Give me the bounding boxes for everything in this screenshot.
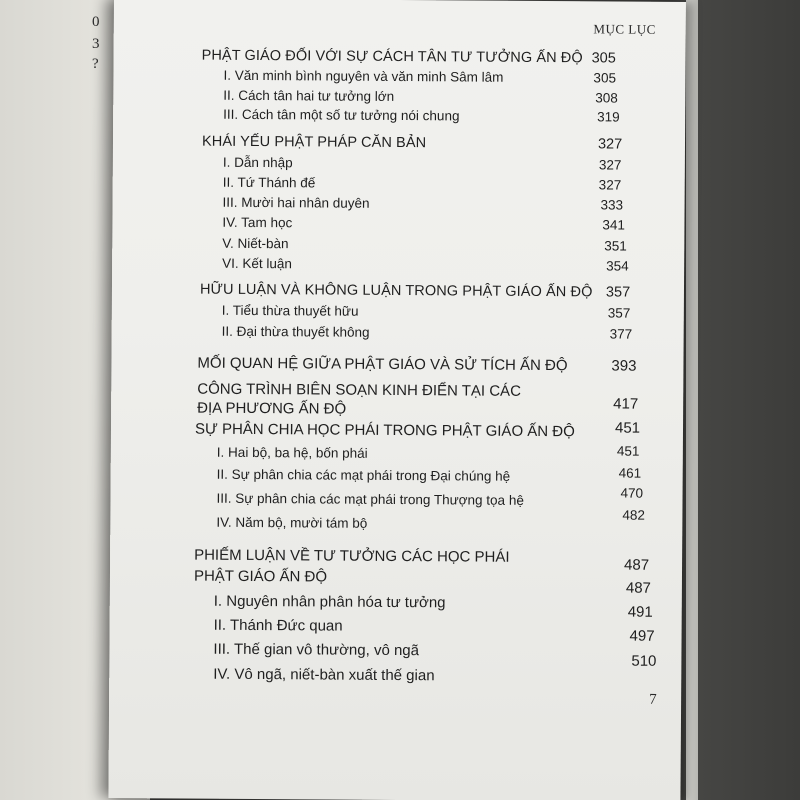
toc-entry-page: 487 bbox=[624, 556, 650, 574]
toc-entry-page: 327 bbox=[597, 136, 623, 153]
page-number: 7 bbox=[649, 691, 657, 708]
toc-entry-page: 470 bbox=[620, 485, 644, 501]
running-head: MỤC LỤC bbox=[593, 21, 656, 37]
toc-entry-page: 327 bbox=[598, 157, 622, 173]
toc-entry-title: V. Niết-bàn bbox=[222, 235, 289, 252]
toc-entry-title: HỮU LUẬN VÀ KHÔNG LUẬN TRONG PHẬT GIÁO ẤN ĐỘ bbox=[199, 281, 593, 301]
toc-section bbox=[111, 466, 683, 490]
toc-entry-title: II. Đại thừa thuyết không bbox=[221, 323, 370, 340]
table-of-contents-page bbox=[108, 0, 686, 800]
toc-section bbox=[110, 485, 682, 514]
toc-entry-title: I. Nguyên nhân phân hóa tư tưởng bbox=[213, 592, 446, 612]
toc-entry-page: 308 bbox=[595, 90, 618, 106]
toc-entry-title: II. Thánh Đức quan bbox=[213, 616, 343, 635]
left-page-fragment: 0 bbox=[92, 14, 100, 30]
toc-entry-title: I. Hai bộ, ba hệ, bốn phái bbox=[216, 444, 368, 461]
toc-section bbox=[109, 627, 681, 664]
toc-entry-page: 341 bbox=[602, 217, 626, 233]
toc-entry-title: III. Thế gian vô thường, vô ngã bbox=[213, 640, 420, 660]
toc-entry-title: III. Sự phân chia các mạt phái trong Thượng tọa hệ bbox=[216, 490, 524, 508]
toc-entry-title: IV. Vô ngã, niết-bàn xuất thế gian bbox=[213, 665, 435, 685]
toc-section bbox=[113, 106, 685, 130]
toc-chapter bbox=[111, 354, 683, 378]
toc-entry-page: 497 bbox=[629, 627, 655, 645]
toc-entry-page: 354 bbox=[606, 258, 629, 274]
toc-entry-title: IV. Năm bộ, mười tám bộ bbox=[216, 514, 368, 531]
toc-chapter bbox=[113, 133, 685, 157]
toc-entry-page: 461 bbox=[618, 465, 642, 481]
toc-section bbox=[112, 214, 684, 238]
toc-entry-title: CÔNG TRÌNH BIÊN SOẠN KINH ĐIỂN TẠI CÁC bbox=[197, 380, 522, 400]
toc-section bbox=[112, 323, 684, 347]
toc-entry-page: 319 bbox=[597, 109, 620, 125]
toc-entry-page: 482 bbox=[622, 507, 645, 523]
toc-entry-page: 351 bbox=[604, 238, 627, 254]
toc-chapter bbox=[112, 281, 684, 305]
toc-chapter bbox=[111, 420, 683, 444]
toc-entry-title: PHẬT GIÁO ẤN ĐỘ bbox=[193, 567, 328, 586]
page-stack-edge bbox=[686, 0, 698, 800]
toc-entry-title: PHIẾM LUẬN VỀ TƯ TƯỞNG CÁC HỌC PHÁI bbox=[194, 546, 510, 566]
toc-section bbox=[112, 302, 684, 326]
toc-entry-page: 417 bbox=[613, 395, 639, 413]
toc-entry-title: II. Cách tân hai tư tưởng lớn bbox=[223, 87, 395, 104]
toc-entry-page: 451 bbox=[616, 443, 640, 459]
toc-section bbox=[110, 603, 682, 640]
toc-entry-title: II. Tứ Thánh đế bbox=[222, 174, 316, 191]
toc-entry-title: MỐI QUAN HỆ GIỮA PHẬT GIÁO VÀ SỬ TÍCH ẤN ĐỘ bbox=[197, 354, 568, 375]
toc-entry-title: III. Cách tân một số tư tưởng nói chung bbox=[223, 106, 460, 124]
toc-entry-page: 510 bbox=[631, 652, 657, 670]
toc-entry-page: 305 bbox=[593, 70, 617, 86]
toc-entry-title: ĐỊA PHƯƠNG ẤN ĐỘ bbox=[197, 399, 347, 418]
toc-chapter bbox=[110, 546, 682, 570]
toc-entry-page: 357 bbox=[607, 305, 631, 321]
toc-entry-title: II. Sự phân chia các mạt phái trong Đại chúng hệ bbox=[216, 466, 511, 484]
left-page-fragment: 3 bbox=[92, 36, 100, 52]
toc-entry-title: PHẬT GIÁO ĐỐI VỚI SỰ CÁCH TÂN TƯ TƯỞNG ẤN ĐỘ bbox=[201, 47, 583, 67]
toc-entry-title: KHÁI YẾU PHẬT PHÁP CĂN BẢN bbox=[201, 133, 427, 152]
toc-entry-title: I. Dẫn nhập bbox=[222, 154, 293, 171]
left-page-fragment: ? bbox=[92, 56, 99, 72]
toc-section bbox=[110, 507, 682, 538]
toc-entry-page: 327 bbox=[598, 177, 622, 193]
toc-entry-page: 305 bbox=[591, 50, 616, 67]
toc-section bbox=[111, 444, 683, 468]
toc-section bbox=[109, 652, 681, 689]
toc-entry-title: VI. Kết luận bbox=[222, 255, 293, 272]
toc-entry-page: 377 bbox=[609, 326, 633, 342]
toc-entry-title: I. Tiểu thừa thuyết hữu bbox=[221, 302, 359, 319]
toc-entry-title: SỰ PHÂN CHIA HỌC PHÁI TRONG PHẬT GIÁO ẤN ĐỘ bbox=[194, 420, 575, 441]
toc-entry-title: IV. Tam học bbox=[222, 214, 293, 231]
toc-section bbox=[110, 579, 682, 616]
toc-entry-page: 333 bbox=[600, 197, 624, 213]
toc-chapter-continued bbox=[111, 395, 683, 423]
toc-entry-page: 491 bbox=[627, 603, 653, 621]
toc-entry-page: 451 bbox=[614, 419, 641, 437]
toc-entry-page: 357 bbox=[605, 284, 631, 301]
toc-entry-page: 393 bbox=[611, 357, 637, 375]
toc-entry-page: 487 bbox=[625, 579, 651, 597]
toc-entry-title: I. Văn minh bình nguyên và văn minh Sâm lâm bbox=[223, 67, 504, 85]
toc-section bbox=[112, 255, 684, 279]
toc-entry-title: III. Mười hai nhân duyên bbox=[222, 194, 370, 211]
